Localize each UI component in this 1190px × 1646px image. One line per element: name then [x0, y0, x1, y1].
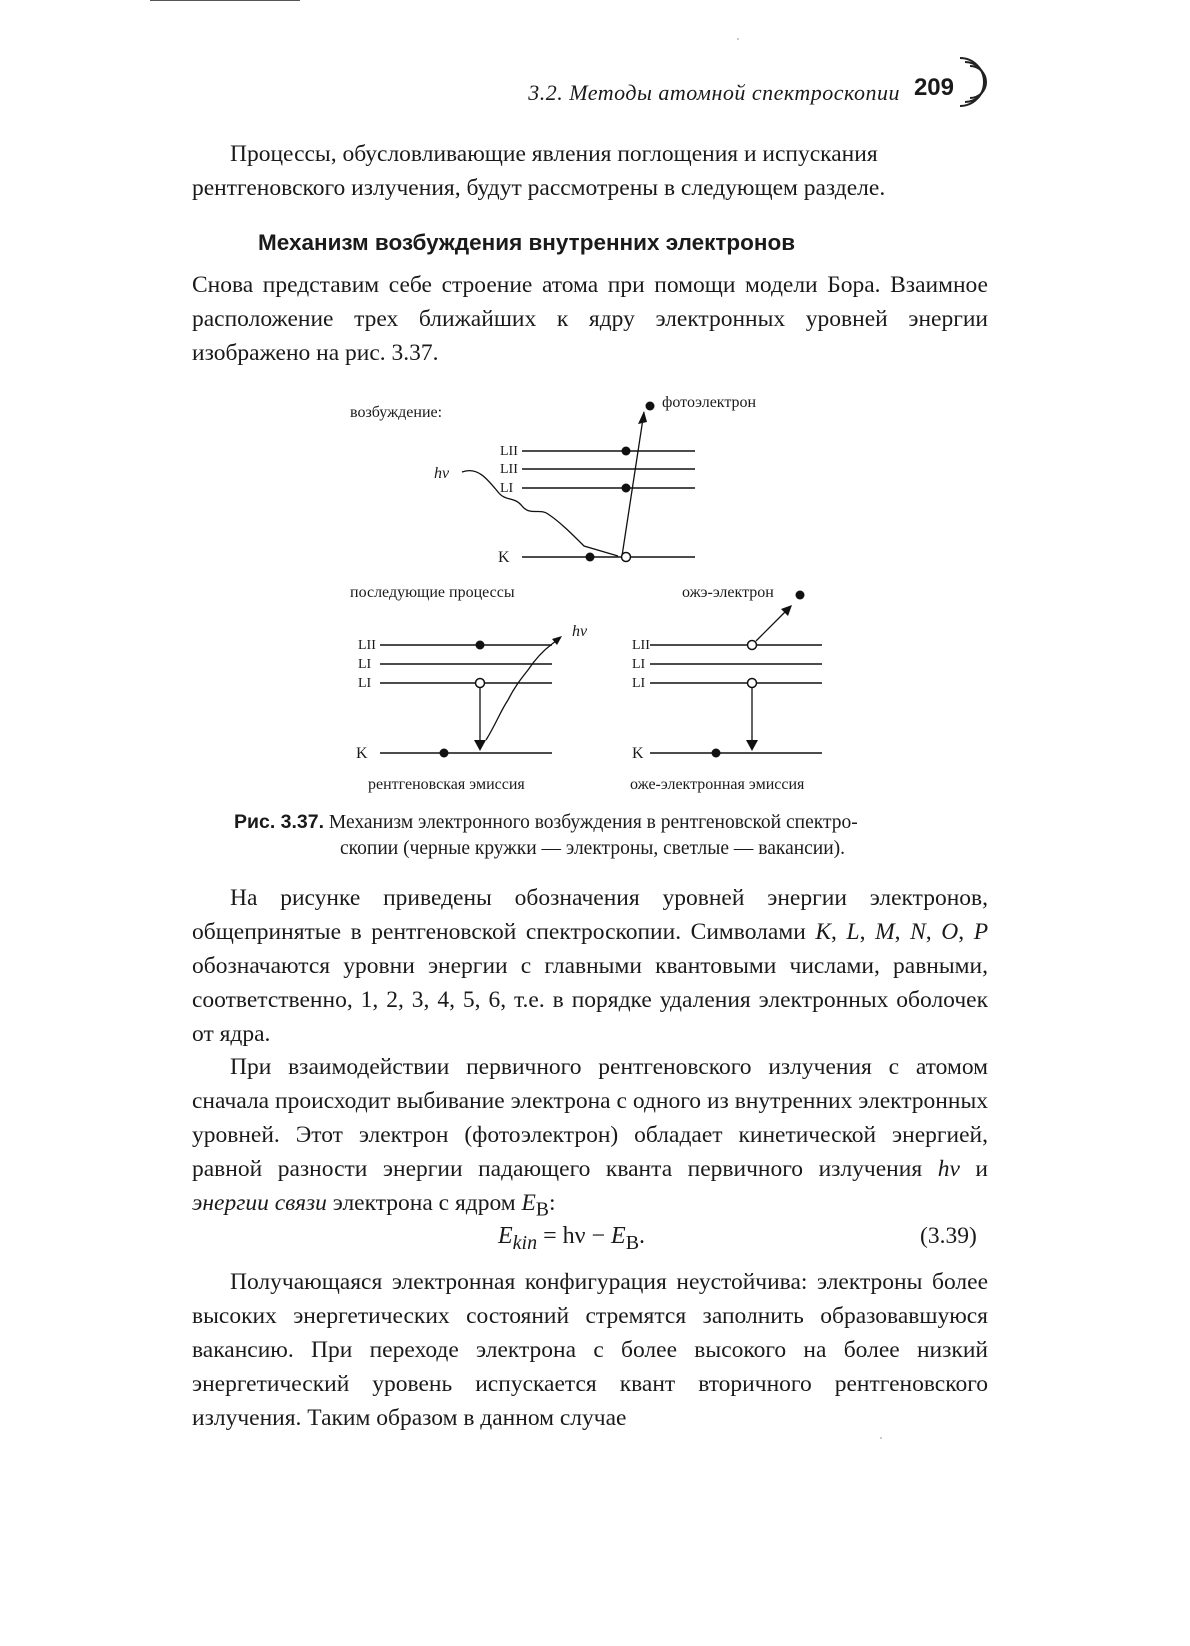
auger-electron-K: [712, 749, 721, 758]
photoelectron-dot: [646, 402, 655, 411]
section-heading: Механизм возбуждения внутренних электронов: [258, 230, 796, 255]
top-level-label-2: LII: [500, 462, 518, 477]
intro-line-1: Процессы, обусловливающие явления поглощения и испускания: [230, 141, 878, 167]
figure-caption: [234, 809, 994, 862]
equation-middle: = hν −: [537, 1223, 612, 1249]
levels-paragraph: [192, 881, 988, 1051]
vacancy-K: [622, 553, 631, 562]
subscript-B: B: [535, 1199, 549, 1221]
separator: ,: [831, 919, 847, 945]
emitted-photon-label: hν: [572, 623, 588, 640]
auger-emission-label: оже-электронная эмиссия: [630, 776, 805, 793]
photoelectron-arrowhead: [638, 411, 647, 424]
auger-level-label-3: LI: [632, 676, 646, 691]
xray-k-label: K: [356, 745, 368, 762]
xray-vacancy-L: [476, 679, 485, 688]
emitted-photon-wave: [486, 638, 560, 740]
colon: :: [548, 1190, 556, 1216]
equation-rhs-subscript: B: [625, 1231, 640, 1254]
auger-transition-arrowhead: [746, 740, 758, 751]
xray-level-label-3: LI: [358, 676, 372, 691]
figure-3-37: [0, 0, 1190, 810]
top-k-label: K: [498, 549, 510, 566]
electron-K: [586, 553, 595, 562]
auger-electron-dot: [796, 591, 805, 600]
electron-LII-a: [622, 447, 631, 456]
symbol-M: M: [875, 919, 895, 945]
symbol-P: P: [973, 919, 989, 945]
xray-electron-upper: [476, 641, 485, 650]
levels-paragraph-text: На рисунке приведены обозначения уровней энергии электронов, общепринятые в рентгеновской спектроскопии. Символами: [192, 885, 988, 945]
configuration-paragraph: Получающаяся электронная конфигурация неустойчива: электроны более высоких энергетических состояний стремятся заполнить образовавшуюся вакансию. При переходе электрона с более высокого на более низкий энергетический уровень испускается квант вторичного рентгеновского излучения. Таким образом в данном случае: [192, 1269, 988, 1431]
xray-emission-label: рентгеновская эмиссия: [368, 776, 525, 793]
symbol-O: O: [941, 919, 959, 945]
auger-level-label-1: LII: [632, 638, 650, 653]
levels-paragraph-end: обозначаются уровни энергии с главными квантовыми числами, равными, соответственно, 1, 2, 3, 4, 5, 6, т.е. в порядке удаления электронных оболочек от ядра.: [192, 953, 988, 1047]
caption-line-1: Механизм электронного возбуждения в рентгеновской спектро-: [328, 812, 858, 833]
symbol-E: E: [521, 1190, 536, 1216]
photoelectron-label: фотоэлектрон: [662, 394, 757, 411]
top-level-label-1: LII: [500, 444, 518, 459]
intro-line-2: рентгеновского излучения, будут рассмотрены в следующем разделе.: [192, 175, 886, 201]
symbol-N: N: [910, 919, 926, 945]
auger-electron-label: ожэ-электрон: [682, 584, 774, 601]
auger-k-label: K: [632, 745, 644, 762]
equation-period: .: [639, 1223, 646, 1249]
top-level-label-3: LI: [500, 481, 514, 496]
equation-3-39: [498, 1223, 645, 1255]
auger-vacancy-L: [748, 679, 757, 688]
incoming-photon-label: hν: [434, 465, 450, 482]
equation-rhs: E: [611, 1223, 626, 1249]
symbol-hv: hν: [937, 1156, 960, 1182]
separator: ,: [894, 919, 911, 945]
auger-level-label-2: LI: [632, 657, 646, 672]
running-title: 3.2. Методы атомной спектроскопии: [528, 80, 900, 105]
caption-line-2: скопии (черные кружки — электроны, светлые — вакансии).: [340, 838, 846, 859]
binding-energy-term: энергии связи: [192, 1190, 327, 1216]
scan-speck: [737, 38, 739, 40]
equation-lhs: E: [498, 1223, 513, 1249]
symbol-L: L: [846, 919, 860, 945]
scan-speck: [880, 1437, 882, 1439]
xray-electron-K: [440, 749, 449, 758]
symbol-K: K: [815, 919, 832, 945]
xray-level-label-1: LII: [358, 638, 376, 653]
interaction-paragraph-text: При взаимодействии первичного рентгеновского излучения с атомом сначала происходит выбивание электрона с одного из внутренних электронных уровней. Этот электрон (фотоэлектрон) обладает кинетической энергией, равной разности энергии падающего кванта первичного излучения: [192, 1054, 988, 1182]
incoming-photon-wave: [462, 471, 618, 556]
conjunction: и: [959, 1156, 988, 1182]
electron-LI: [622, 484, 631, 493]
caption-label: Рис. 3.37.: [234, 811, 325, 833]
equation-lhs-subscript: kin: [512, 1231, 538, 1254]
section-paragraph: Снова представим себе строение атома при помощи модели Бора. Взаимное расположение трех ближайших к ядру электронных уровней энергии изображено на рис. 3.37.: [192, 272, 988, 366]
auger-vacancy-upper: [748, 641, 757, 650]
xray-transition-arrowhead: [474, 740, 486, 751]
separator: ,: [958, 919, 974, 945]
interaction-paragraph: [192, 1050, 988, 1228]
equation-number: (3.39): [920, 1223, 977, 1249]
excitation-label: возбуждение:: [350, 404, 443, 421]
page-number: 209: [913, 74, 954, 101]
separator: ,: [859, 919, 876, 945]
separator: ,: [925, 919, 942, 945]
subsequent-processes-label: последующие процессы: [350, 584, 515, 601]
xray-level-label-2: LI: [358, 657, 372, 672]
interaction-paragraph-end: электрона с ядром: [326, 1190, 522, 1216]
